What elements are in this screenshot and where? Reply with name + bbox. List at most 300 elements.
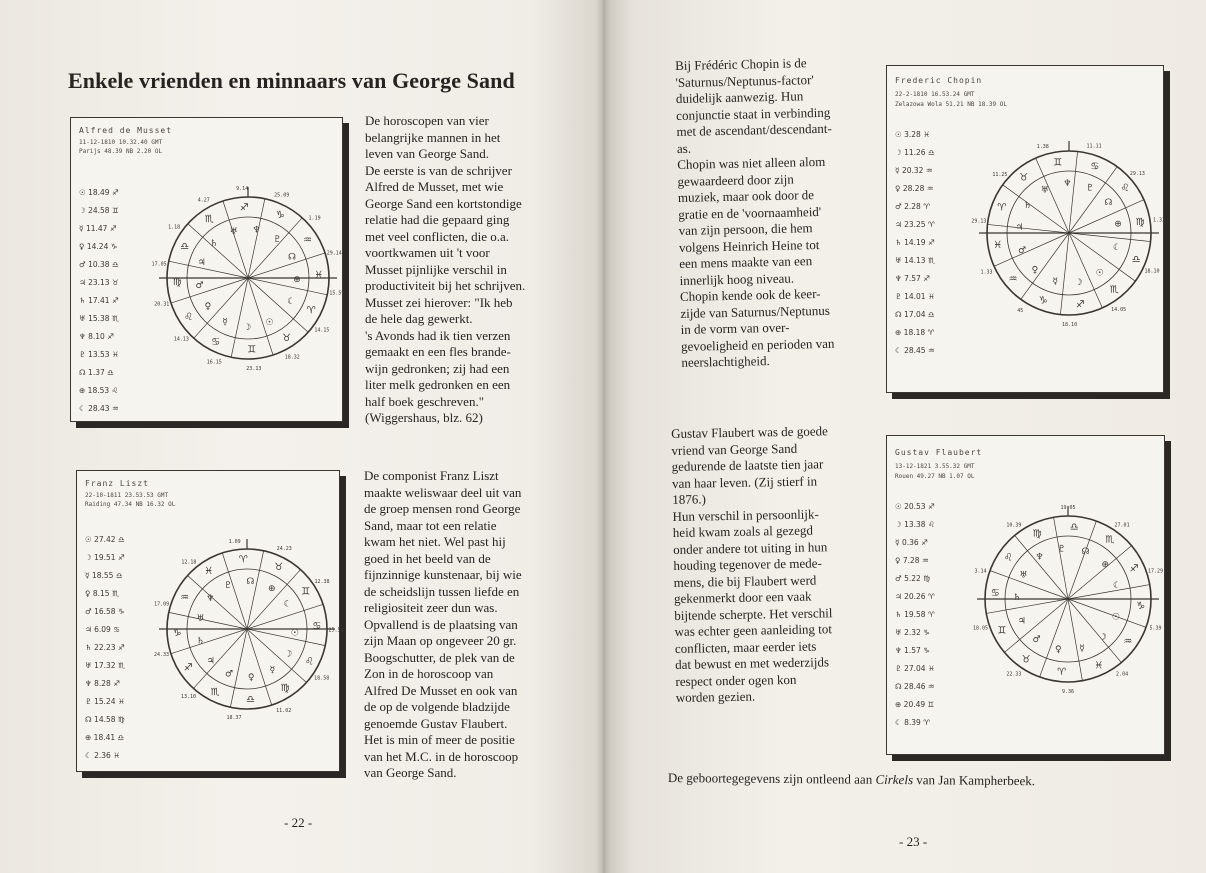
planet-glyph: ☉ xyxy=(1111,612,1120,623)
text-line: De eerste is van de schrijver xyxy=(365,162,512,178)
chart-place: Rouen 49.27 NB 1.07 OL xyxy=(895,473,975,480)
planet-glyph: ♂ xyxy=(1017,246,1027,257)
zodiac-sign: ♎ xyxy=(180,241,190,253)
text-line: 'Saturnus/Neptunus-factor' xyxy=(675,71,814,90)
planet-position: ♀ 7.28 ♒ xyxy=(895,556,929,565)
planet-glyph: ♅ xyxy=(196,614,205,625)
zodiac-sign: ♎ xyxy=(1131,254,1141,266)
planet-position: ⊕ 20.49 ♊ xyxy=(895,700,935,709)
zodiac-sign: ♌ xyxy=(183,312,193,324)
zodiac-sign: ♌ xyxy=(304,656,314,668)
house-line xyxy=(169,261,248,278)
planet-position: ♅ 2.32 ♑ xyxy=(895,628,930,637)
zodiac-sign: ♈ xyxy=(238,554,248,566)
cusp-label: 24.23 xyxy=(276,546,292,553)
zodiac-sign: ♊ xyxy=(997,625,1007,637)
planet-glyph: ♅ xyxy=(229,227,238,238)
planet-glyph: ☉ xyxy=(265,318,274,329)
cusp-label: 18.58 xyxy=(314,675,330,682)
text-line: leven van George Sand. xyxy=(365,146,489,161)
cusp-label: 17.09 xyxy=(154,601,170,608)
text-line: Alfred de Musset, met wie xyxy=(365,179,504,194)
text-line: goed in het beeld van de xyxy=(364,550,491,566)
planet-glyph: ♃ xyxy=(206,656,215,667)
planet-glyph: ♄ xyxy=(209,238,219,249)
text-line: zijn Maan op ongeveer 20 gr. xyxy=(364,633,517,648)
text-line: gemaakt en een fles brande- xyxy=(365,344,511,359)
planet-glyph: ♄ xyxy=(196,636,205,647)
house-line xyxy=(169,612,247,629)
planet-position: ♆ 8.10 ♐ xyxy=(79,332,114,341)
cusp-label: 2.04 xyxy=(1116,671,1129,678)
planet-position: ☿ 0.36 ♐ xyxy=(895,538,928,547)
zodiac-sign: ♑ xyxy=(275,210,285,222)
text-line: met veel conflicten, die o.a. xyxy=(365,228,510,244)
cusp-label: 5.39 xyxy=(1149,625,1162,632)
planet-position: ♄ 14.19 ♐ xyxy=(895,238,935,247)
cusp-label: 18.10 xyxy=(1062,321,1078,328)
chart-wheel xyxy=(971,444,1164,750)
house-line xyxy=(1003,185,1069,233)
zodiac-sign: ♋ xyxy=(312,620,322,632)
text-line: 1876.) xyxy=(672,491,707,507)
planet-position: ♃ 23.13 ♉ xyxy=(79,278,119,287)
cusp-label: 29.13 xyxy=(1129,170,1145,177)
planet-position: ☾ 2.36 ♓ xyxy=(85,751,120,760)
house-line xyxy=(247,551,264,629)
text-line: Het is min of meer de positie xyxy=(364,732,515,747)
cusp-label: 14.05 xyxy=(1111,307,1127,314)
text-line: gekenmerkt door een vaak xyxy=(673,588,812,606)
page-number-right: - 23 - xyxy=(899,834,928,849)
cusp-label: 23.13 xyxy=(246,365,262,372)
planet-position: ☿ 18.55 ♎ xyxy=(85,571,123,580)
planet-position: ⊕ 18.53 ♌ xyxy=(79,386,119,395)
text-line: productiviteit bij het schrijven. xyxy=(365,278,526,293)
cusp-label: 16.15 xyxy=(206,359,222,366)
zodiac-sign: ♈ xyxy=(1057,667,1067,679)
text-line: heid kwam zoals al gezegd xyxy=(672,522,814,540)
text-line: houding tegenover de mede- xyxy=(673,555,822,573)
cusp-label: 11.02 xyxy=(276,708,292,715)
text-line: gevoeligheid en perioden van xyxy=(680,335,835,354)
planet-position: ⊕ 18.41 ♎ xyxy=(85,733,125,742)
cusp-label: 14.13 xyxy=(173,336,189,343)
planet-glyph: ♅ xyxy=(1040,185,1049,196)
planet-glyph: ♃ xyxy=(1015,222,1024,233)
cusp-label: 1.33 xyxy=(980,269,993,276)
text-line: Hun verschil in persoonlijk- xyxy=(672,505,819,524)
cusp-label: 25.50 xyxy=(328,627,344,634)
chart-date: 13-12-1821 3.55.32 GMT xyxy=(895,463,975,470)
cusp-label: 11.25 xyxy=(992,171,1008,178)
text-line: genoemde Gustav Flaubert. xyxy=(364,715,508,731)
cusp-label: 29.13 xyxy=(971,218,987,225)
planet-glyph: ♆ xyxy=(206,594,215,605)
planet-glyph: ☾ xyxy=(1112,580,1122,591)
planet-glyph: ♃ xyxy=(1017,616,1026,627)
planet-glyph: ☾ xyxy=(283,599,292,610)
house-line xyxy=(1060,233,1069,315)
planet-glyph: ⊕ xyxy=(267,583,276,594)
text-line: muziek, maar ook door de xyxy=(677,187,815,205)
zodiac-sign: ♏ xyxy=(1109,284,1119,296)
text-line: Musset pijnlijke verschil in xyxy=(365,261,507,277)
text-line: de hele dag gewerkt. xyxy=(365,311,473,326)
text-line: onder andere tot uiting in hun xyxy=(673,538,828,557)
zodiac-sign: ♓ xyxy=(314,269,324,281)
text-line: liter melk gedronken en een xyxy=(365,377,511,392)
zodiac-sign: ♏ xyxy=(204,213,214,225)
zodiac-sign: ♏ xyxy=(1105,534,1115,546)
cusp-label: 29.14 xyxy=(326,250,342,257)
book-gutter xyxy=(596,0,610,873)
planet-glyph: ☽ xyxy=(243,322,252,333)
text-line: respect onder ogen kon xyxy=(675,671,797,689)
chart-place: Raiding 47.34 NB 16.32 OL xyxy=(85,501,176,508)
text-line: innerlijk hoog niveau. xyxy=(679,270,795,288)
text-line: Zon in de horoscoop van xyxy=(364,666,494,681)
planet-list xyxy=(85,531,125,765)
chart-name: Alfred de Musset xyxy=(79,126,173,135)
planet-position: ♀ 8.15 ♏ xyxy=(85,589,119,598)
text-line: Boogschutter, de plek van de xyxy=(364,649,515,665)
zodiac-sign: ♉ xyxy=(274,562,284,574)
zodiac-sign: ♓ xyxy=(1094,660,1104,672)
planet-list xyxy=(79,184,119,418)
cusp-label: 10.39 xyxy=(1006,522,1022,529)
cusp-label: 17.05 xyxy=(151,261,167,268)
text-line: Alfred De Musset en ook van xyxy=(364,682,518,698)
text-line: De componist Franz Liszt xyxy=(364,468,499,483)
text-line: maakte weliswaar deel uit van xyxy=(364,484,522,500)
planet-position: ☊ 17.04 ♎ xyxy=(895,310,935,319)
planet-position: ♅ 14.13 ♏ xyxy=(895,256,935,265)
planet-glyph: ⊕ xyxy=(293,274,301,285)
zodiac-sign: ♍ xyxy=(172,277,182,289)
zodiac-sign: ♒ xyxy=(1008,273,1018,285)
zodiac-sign: ♍ xyxy=(1032,528,1042,540)
text-line: van haar leven. (Zij stierf in xyxy=(671,472,818,491)
text-line: Bij Frédéric Chopin is de xyxy=(675,55,807,73)
planet-position: ☉ 3.28 ♓ xyxy=(895,130,930,139)
text-line: Chopin kende ook de keer- xyxy=(679,286,821,304)
chart-date: 22-2-1810 16.53.24 GMT xyxy=(895,91,975,98)
cusp-label: 25.09 xyxy=(274,192,290,199)
cusp-label: 12.38 xyxy=(314,579,330,586)
zodiac-sign: ♑ xyxy=(1038,295,1048,307)
cusp-label: 20.31 xyxy=(154,301,170,308)
house-line xyxy=(1068,599,1082,681)
house-line xyxy=(987,224,1069,233)
planet-glyph: ☿ xyxy=(222,317,228,328)
text-line: van George Sand. xyxy=(364,765,457,780)
planet-glyph: ☉ xyxy=(1095,268,1104,279)
zodiac-sign: ♐ xyxy=(1129,563,1139,575)
zodiac-sign: ♑ xyxy=(1136,600,1146,612)
zodiac-sign: ♓ xyxy=(204,565,214,577)
text-line: was echter geen aanleiding tot xyxy=(674,621,833,639)
zodiac-sign: ♌ xyxy=(1003,552,1013,564)
chart-wheel xyxy=(971,74,1166,388)
planet-position: ☉ 20.53 ♐ xyxy=(895,502,935,511)
source-note-suffix: van Jan Kampherbeek. xyxy=(912,772,1036,789)
zodiac-sign: ♊ xyxy=(1053,157,1063,169)
planet-position: ♂ 2.28 ♈ xyxy=(895,202,930,211)
planet-glyph: ☊ xyxy=(1104,198,1113,209)
planet-position: ♆ 1.57 ♑ xyxy=(895,646,930,655)
planet-glyph: ☿ xyxy=(269,665,276,676)
text-line: half boek geschreven." xyxy=(365,393,485,409)
zodiac-sign: ♒ xyxy=(303,234,313,246)
zodiac-sign: ♊ xyxy=(247,344,257,356)
planet-position: ♃ 20.26 ♈ xyxy=(895,592,935,601)
text-line: Chopin was niet alleen alom xyxy=(677,153,826,172)
zodiac-sign: ♉ xyxy=(1021,654,1031,666)
planet-position: ☿ 11.47 ♐ xyxy=(79,224,117,233)
planet-position: ♄ 22.23 ♐ xyxy=(85,643,125,652)
cusp-label: 1.38 xyxy=(1036,143,1049,150)
planet-glyph: ☊ xyxy=(288,252,297,263)
cusp-label: 9.36 xyxy=(1061,689,1075,695)
planet-glyph: ♂ xyxy=(195,280,204,291)
planet-position: ♇ 15.24 ♓ xyxy=(85,697,125,706)
planet-glyph: ♃ xyxy=(197,258,206,269)
house-line xyxy=(1021,233,1069,299)
planet-glyph: ♆ xyxy=(252,225,261,236)
planet-glyph: ♇ xyxy=(1086,183,1095,194)
planet-position: ♆ 8.28 ♐ xyxy=(85,679,120,688)
text-line: vriend van George Sand xyxy=(671,440,798,458)
chart-place: Parijs 48.39 NB 2.20 OL xyxy=(79,148,163,155)
text-line: van zijn persoon, die hem xyxy=(678,220,813,238)
planet-glyph: ♇ xyxy=(224,580,233,591)
house-line xyxy=(231,278,248,357)
planet-glyph: ☿ xyxy=(1079,644,1085,655)
text-line: gratie en de 'voornaamheid' xyxy=(678,203,822,222)
zodiac-sign: ♋ xyxy=(990,588,1000,600)
planet-position: ♄ 19.58 ♈ xyxy=(895,610,935,619)
source-note-prefix: De geboortegegevens zijn ontleend aan xyxy=(667,770,876,787)
planet-position: ♇ 14.01 ♓ xyxy=(895,292,935,301)
cusp-label: 1.19 xyxy=(308,215,321,222)
text-line: conjunctie staat in verbinding xyxy=(676,104,831,123)
planet-position: ♂ 16.58 ♑ xyxy=(85,607,125,616)
text-line: neerslachtigheid. xyxy=(681,353,770,370)
text-line: dat bewust en met wederzijds xyxy=(675,654,830,672)
cusp-label: 11.11 xyxy=(1086,143,1102,150)
chart-wheel xyxy=(151,134,345,418)
house-line xyxy=(1036,158,1072,233)
source-note xyxy=(668,770,1035,789)
text-line: kwam het niet. Wel past hij xyxy=(364,534,506,549)
planet-glyph: ☊ xyxy=(1081,547,1090,558)
planet-glyph: ☽ xyxy=(1098,632,1107,643)
planet-position: ♇ 13.53 ♓ xyxy=(79,350,119,359)
cusp-label: 3.14 xyxy=(974,568,987,575)
planet-position: ☽ 24.58 ♊ xyxy=(79,206,119,215)
text-line: in de vorm van over- xyxy=(680,319,790,337)
horoscope-chart-musset xyxy=(70,117,343,422)
text-line: De horoscopen van vier xyxy=(365,113,489,128)
text-line: de groep mensen rond George xyxy=(364,501,521,516)
house-line xyxy=(1068,585,1150,599)
planet-list xyxy=(895,126,935,360)
paragraph-chopin xyxy=(675,55,837,372)
zodiac-sign: ♎ xyxy=(1069,521,1079,533)
planet-position: ☉ 18.49 ♐ xyxy=(79,188,119,197)
planet-position: ♆ 7.57 ♐ xyxy=(895,274,930,283)
zodiac-sign: ♐ xyxy=(1075,299,1085,311)
source-note-title: Cirkels xyxy=(875,771,914,788)
text-line: met de ascendant/descendant- xyxy=(676,120,832,139)
planet-glyph: ♇ xyxy=(273,234,282,245)
zodiac-sign: ♌ xyxy=(1120,183,1130,195)
text-line: religiositeit zeer dun was. xyxy=(364,600,498,615)
chart-place: Zelazowa Wola 51.21 NB 18.39 OL xyxy=(895,101,1007,108)
planet-position: ♀ 28.28 ♒ xyxy=(895,184,934,193)
planet-position: ☽ 11.26 ♎ xyxy=(895,148,935,157)
text-line: een mens maakte van een xyxy=(679,253,813,271)
paragraph-musset xyxy=(365,113,525,427)
text-line: wijn gedronken; zij had een xyxy=(365,360,510,376)
planet-list xyxy=(895,498,935,732)
planet-position: ♄ 17.41 ♐ xyxy=(79,296,119,305)
cusp-label: 15.59 xyxy=(329,290,345,297)
horoscope-chart-flaubert xyxy=(886,435,1165,755)
planet-glyph: ☽ xyxy=(284,649,293,660)
planet-position: ♃ 6.09 ♋ xyxy=(85,625,120,634)
house-line xyxy=(1054,517,1068,599)
house-line xyxy=(248,199,265,278)
cusp-label: 45 xyxy=(1017,307,1024,314)
planet-glyph: ⊕ xyxy=(1114,219,1122,230)
planet-glyph: ♂ xyxy=(1032,635,1041,646)
zodiac-sign: ♒ xyxy=(180,592,190,604)
zodiac-sign: ♉ xyxy=(1019,172,1029,184)
zodiac-sign: ♎ xyxy=(246,694,256,706)
cusp-label: 24.33 xyxy=(153,651,170,658)
house-line xyxy=(986,599,1068,613)
text-line: Sand, maar tot een relatie xyxy=(364,517,497,533)
cusp-label: 4.27 xyxy=(197,197,210,204)
horoscope-chart-liszt xyxy=(76,470,344,772)
planet-position: ☊ 1.37 ♎ xyxy=(79,368,114,377)
cusp-label: 14.15 xyxy=(314,327,330,334)
chart-wheel xyxy=(153,485,344,769)
zodiac-sign: ♋ xyxy=(211,336,221,348)
planet-glyph: ♆ xyxy=(1063,179,1072,190)
planet-position: ♂ 5.22 ♍ xyxy=(895,574,930,583)
planet-glyph: ♄ xyxy=(1023,201,1032,212)
text-line: relatie had die gepaard ging xyxy=(365,212,510,227)
zodiac-sign: ♉ xyxy=(282,333,292,345)
cusp-label: 18.37 xyxy=(226,715,242,722)
text-line: volgens Heinrich Heine tot xyxy=(678,236,820,255)
planet-glyph: ⊕ xyxy=(1101,560,1110,571)
cusp-label: 9.14 xyxy=(236,186,249,193)
zodiac-sign: ♏ xyxy=(210,686,220,698)
planet-glyph: ☊ xyxy=(246,577,255,588)
zodiac-sign: ♍ xyxy=(1135,217,1145,229)
planet-position: ♇ 27.04 ♓ xyxy=(895,664,935,673)
planet-position: ☽ 13.38 ♌ xyxy=(895,520,935,529)
planet-glyph: ♅ xyxy=(1019,570,1028,581)
planet-glyph: ☉ xyxy=(290,628,299,639)
text-line: bijtende scherpte. Het verschil xyxy=(674,604,833,623)
planet-position: ☽ 19.51 ♐ xyxy=(85,553,125,562)
planet-glyph: ♂ xyxy=(224,669,234,680)
paragraph-flaubert xyxy=(671,423,834,706)
planet-glyph: ♄ xyxy=(1012,593,1022,604)
cusp-label: 17.29 xyxy=(1147,568,1164,575)
planet-glyph: ♆ xyxy=(1035,552,1044,563)
planet-position: ☿ 20.32 ♒ xyxy=(895,166,933,175)
house-line xyxy=(1069,233,1151,242)
zodiac-sign: ♒ xyxy=(1123,636,1133,648)
text-line: mens, die bij Flaubert werd xyxy=(673,571,817,590)
planet-glyph: ♀ xyxy=(247,672,255,683)
page-number-left: - 22 - xyxy=(284,815,313,830)
cusp-label: 13.10 xyxy=(180,694,197,701)
text-line: gewaardeerd door zijn xyxy=(677,171,794,189)
zodiac-sign: ♈ xyxy=(997,202,1007,214)
planet-position: ☾ 28.43 ♒ xyxy=(79,404,119,413)
zodiac-sign: ♋ xyxy=(1090,161,1100,173)
text-line: de scheidslijn tussen liefde en xyxy=(364,583,520,599)
planet-glyph: ☾ xyxy=(287,297,296,308)
page-heading: Enkele vrienden en minnaars van George Sand xyxy=(68,68,515,93)
chart-name: Frederic Chopin xyxy=(895,76,983,85)
planet-glyph: ☿ xyxy=(1052,277,1058,288)
cusp-label: 22.33 xyxy=(1006,671,1022,678)
planet-position: ☾ 28.45 ♒ xyxy=(895,346,935,355)
planet-position: ♀ 14.24 ♑ xyxy=(79,242,118,251)
planet-position: ☊ 28.46 ♒ xyxy=(895,682,935,691)
text-line: zijde van Saturnus/Neptunus xyxy=(680,302,830,321)
text-line: voortkwamen uit 't voor xyxy=(365,245,490,260)
chart-date: 11-12-1810 10.32.40 GMT xyxy=(79,139,163,146)
horoscope-chart-chopin xyxy=(886,65,1164,393)
text-line: conflicten, maar eerder iets xyxy=(674,637,817,656)
text-line: Musset zei hierover: "Ik heb xyxy=(365,294,513,310)
zodiac-sign: ♓ xyxy=(993,239,1003,251)
planet-glyph: ♇ xyxy=(1057,544,1066,555)
text-line: George Sand een kortstondige xyxy=(365,195,522,211)
text-line: (Wiggershaus, blz. 62) xyxy=(365,410,483,425)
cusp-label: 12.18 xyxy=(181,559,197,566)
paragraph-liszt xyxy=(364,468,522,782)
text-line: Gustav Flaubert was de goede xyxy=(671,423,828,441)
text-line: 's Avonds had ik tien verzen xyxy=(365,327,511,343)
cusp-label: 1.18 xyxy=(168,224,181,231)
text-line: as. xyxy=(676,140,692,156)
zodiac-sign: ♐ xyxy=(183,662,193,674)
chart-date: 22-10-1811 23.53.53 GMT xyxy=(85,492,169,499)
chart-name: Gustav Flaubert xyxy=(895,448,983,457)
cusp-label: 1.33 xyxy=(1152,217,1166,224)
text-line: Opvallend is de plaatsing van xyxy=(364,616,518,632)
cusp-label: 18.10 xyxy=(1144,268,1160,275)
planet-glyph: ♀ xyxy=(1054,645,1062,656)
right-page xyxy=(603,0,1206,873)
cusp-label: 18.05 xyxy=(972,625,989,632)
planet-position: ☾ 8.39 ♈ xyxy=(895,718,930,727)
house-line xyxy=(230,629,247,707)
chart-name: Franz Liszt xyxy=(85,479,149,488)
planet-position: ☊ 14.58 ♍ xyxy=(85,715,125,724)
zodiac-sign: ♊ xyxy=(301,586,311,598)
